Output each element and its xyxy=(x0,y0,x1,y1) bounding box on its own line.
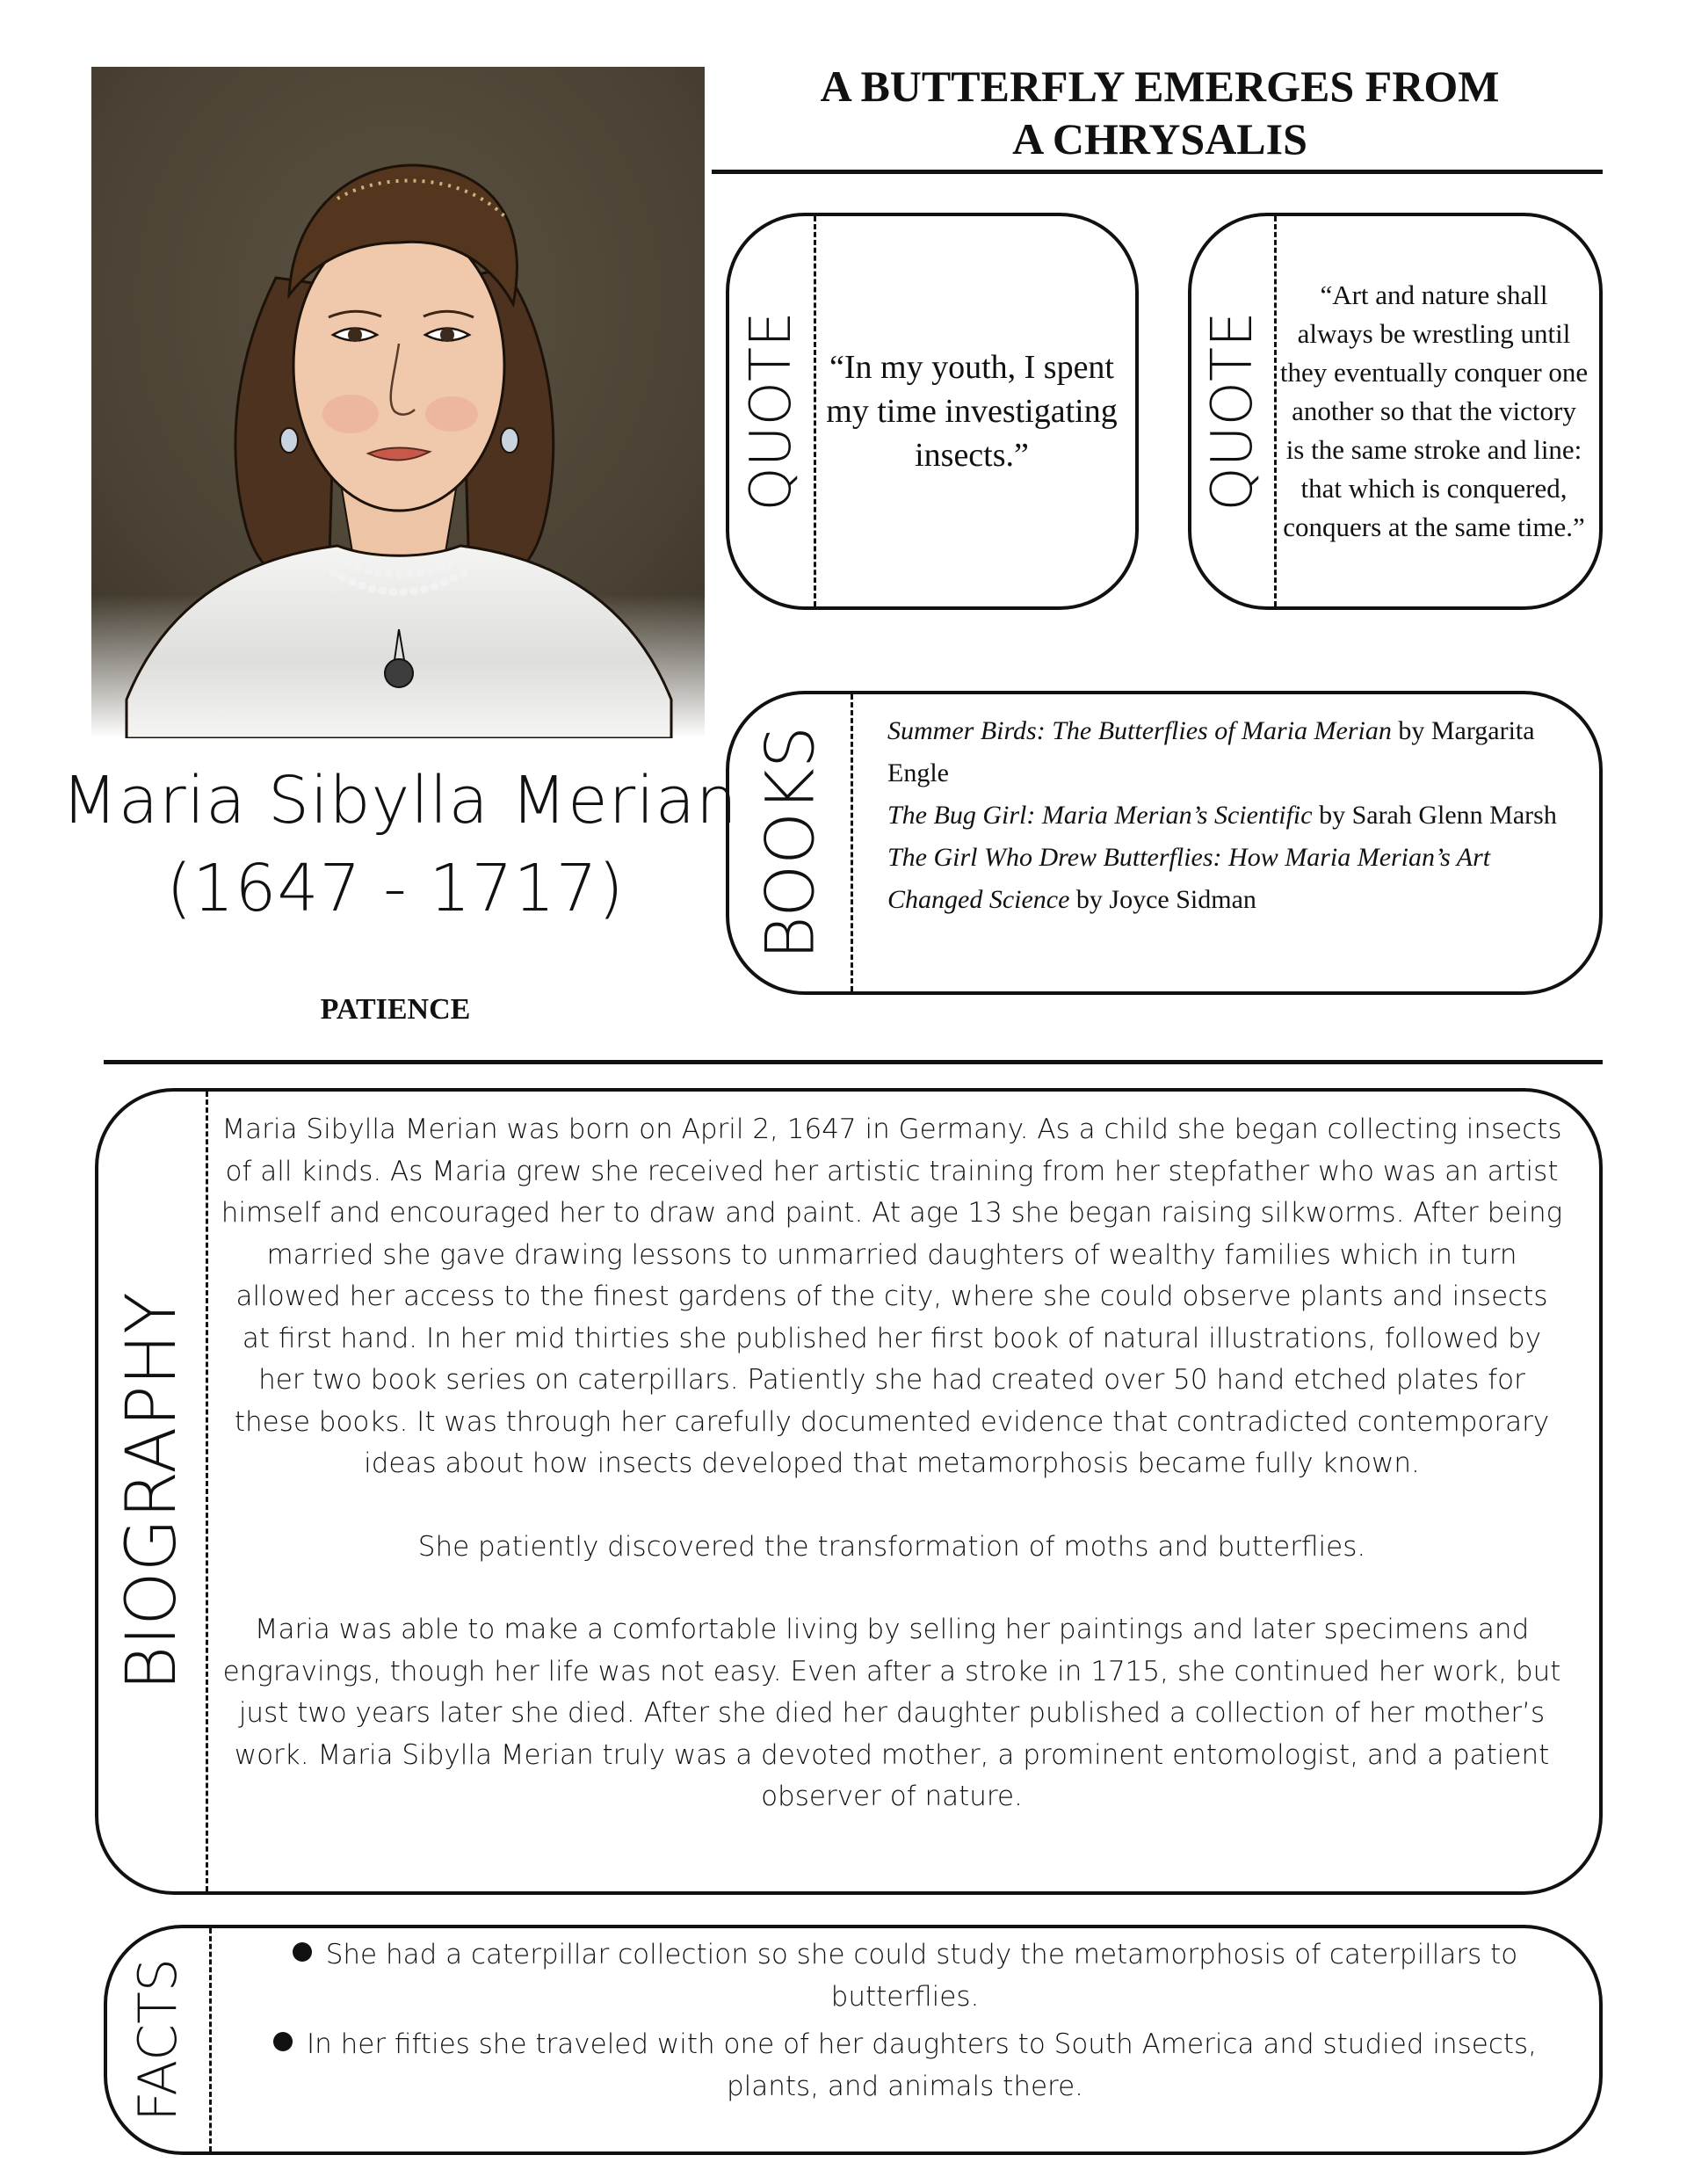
quote-card-1-divider xyxy=(814,216,816,606)
quote-text-1: “In my youth, I spent my time investigating insects.” xyxy=(826,349,1118,474)
book-author: by Margarita Engle xyxy=(887,716,1535,787)
quote-label-2: QUOTE xyxy=(1200,311,1265,512)
page-title xyxy=(720,60,1599,165)
person-name: Maria Sibylla Merian xyxy=(62,763,738,838)
book-item xyxy=(887,837,1582,921)
title-line-1: A BUTTERFLY EMERGES FROM xyxy=(820,62,1500,111)
quote-card-2-divider xyxy=(1274,216,1277,606)
book-author: by Sarah Glenn Marsh xyxy=(1312,801,1557,830)
biography-paragraph-3: Maria was able to make a comfortable living by selling her paintings and later specimens and engravings, though her life was not easy. Even after a stroke in 1715, she continued her work, but just two years later she died. After she died her daughter published a collection of her mother’s work. Maria Sibylla Merian truly was a devoted mother, a prominent entomologist, and a patient observer of nature. xyxy=(222,1614,1561,1812)
book-title: The Bug Girl: Maria Merian’s Scientific xyxy=(887,801,1313,830)
title-divider xyxy=(712,170,1603,174)
books-card-divider xyxy=(851,694,853,991)
fact-text: In her fifties she traveled with one of her daughters to South America and studied insects, plants, and animals there. xyxy=(306,2028,1538,2102)
books-label: BOOKS xyxy=(750,725,829,961)
title-line-2: A CHRYSALIS xyxy=(1012,114,1307,163)
bullet-icon xyxy=(293,1942,312,1962)
portrait-illustration xyxy=(91,67,705,738)
biography-text xyxy=(220,1109,1564,1818)
fact-text: She had a caterpillar collection so she could study the metamorphosis of caterpillars to butterflies. xyxy=(325,1939,1518,2013)
biography-paragraph-1: Maria Sibylla Merian was born on April 2, 1647 in Germany. As a child she began collecting insects of all kinds. As Maria grew she received her artistic training from her stepfather who was an artist himself and encouraged her to draw and paint. At age 13 she began raising silkworms. After being married she gave drawing lessons to unmarried daughters of wealthy families which in turn allowed her access to the finest gardens of the city, where she could observe plants and insects at first hand. In her mid thirties she published her first book of natural illustrations, followed by her two book series on caterpillars. Patiently she had created over 50 hand etched plates for these books. It was through her carefully documented evidence that contradicted contemporary ideas about how insects developed that metamorphosis became fully known. xyxy=(221,1114,1563,1479)
character-trait: PATIENCE xyxy=(320,993,471,1026)
books-list xyxy=(887,710,1582,921)
biography-card-divider xyxy=(206,1092,208,1891)
bullet-icon xyxy=(273,2032,293,2051)
quote-text-2: “Art and nature shall always be wrestling until they eventually conquer one another so that the victory is the same stroke and line: that which is conquered, conquers at the same time.” xyxy=(1279,279,1589,542)
book-author: by Joyce Sidman xyxy=(1069,885,1256,914)
book-item xyxy=(887,795,1582,837)
brooch xyxy=(385,659,413,687)
facts-label: FACTS xyxy=(127,1958,189,2122)
quote-label-1: QUOTE xyxy=(739,311,804,512)
book-title: Summer Birds: The Butterflies of Maria Merian xyxy=(887,716,1392,745)
face xyxy=(293,221,504,511)
facts-list xyxy=(228,1934,1582,2113)
person-dates: (1647 - 1717) xyxy=(166,851,625,926)
fact-item xyxy=(228,1934,1582,2018)
section-divider xyxy=(104,1060,1603,1064)
facts-card-divider xyxy=(209,1928,212,2151)
biography-label: BIOGRAPHY xyxy=(112,1292,192,1691)
fact-item xyxy=(228,2023,1582,2108)
biography-paragraph-2: She patiently discovered the transformation of moths and butterflies. xyxy=(417,1530,1366,1563)
book-item xyxy=(887,710,1582,795)
book-title: The Girl Who Drew Butterflies: How Maria Merian’s Art Changed Science xyxy=(887,843,1491,914)
